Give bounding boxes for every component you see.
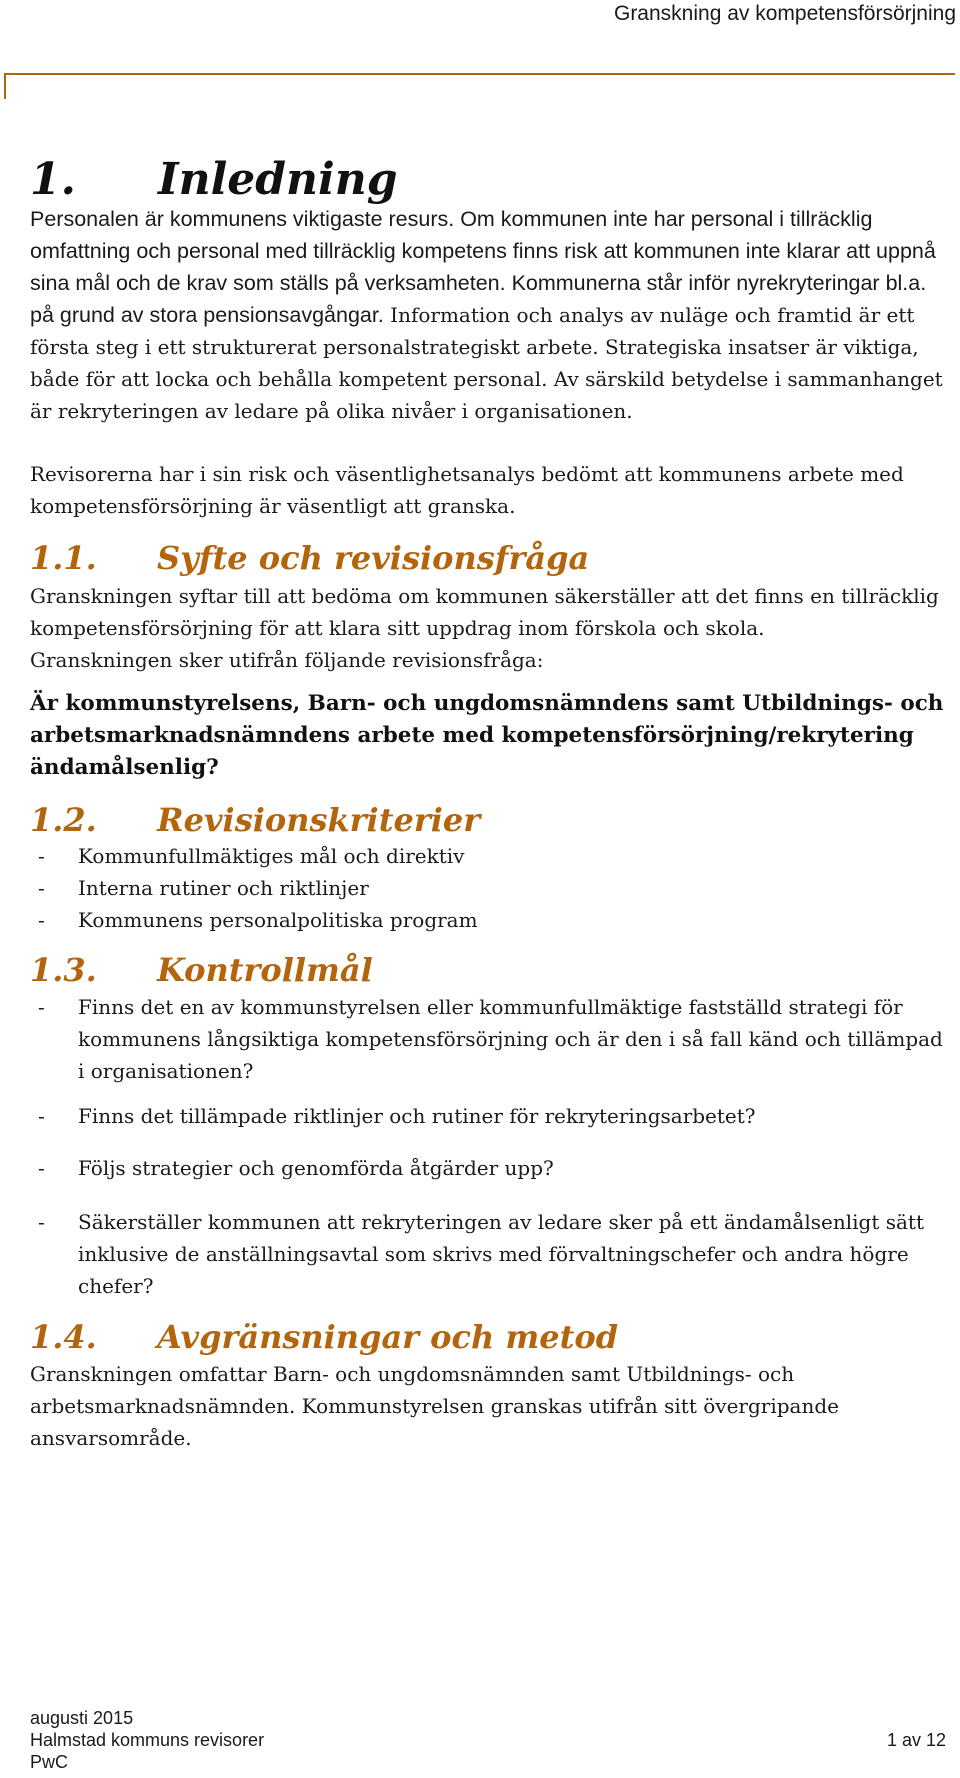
intro-paragraph-1-part-b: Information och analys av nuläge och framtid är ett första steg i ett strukturerat personalstrategiskt arbete. Strategiska insatser är viktiga, både för att locka och behålla kompetent personal. Av särskild betydelse i sammanhanget är rekryteringen av ledare på olika nivåer i organisationen. — [30, 303, 943, 423]
intro-paragraph-2: Revisorerna har i sin risk och väsentlighetsanalys bedömt att kommunens arbete med kompetensförsörjning är väsentligt att granska. — [30, 462, 904, 518]
section-title-1-2: Revisionskriterier — [157, 801, 481, 839]
revision-question: Är kommunstyrelsens, Barn- och ungdomsnämndens samt Utbildnings- och arbetsmarknadsnämndens arbete med kompetensförsörjning/rekrytering ändamålsenlig? — [30, 691, 944, 780]
list-item: - Kommunens personalpolitiska program — [38, 908, 478, 932]
header-rule-tick — [4, 73, 6, 99]
section-title-1-1: Syfte och revisionsfråga — [157, 539, 590, 577]
control-goals-list-2 — [30, 1100, 955, 1132]
section-number-1-4: 1.4. — [30, 1318, 97, 1356]
intro-paragraph-1 — [30, 203, 955, 427]
criteria-list — [30, 840, 955, 936]
control-goals-list — [30, 991, 955, 1087]
list-item: - Finns det tillämpade riktlinjer och rutiner för rekryteringsarbetet? — [38, 1104, 756, 1128]
footer-date: augusti 2015 — [30, 1708, 134, 1728]
control-goals-list-4 — [30, 1206, 955, 1302]
section-number-1-1: 1.1. — [30, 539, 97, 577]
section-number-1-3: 1.3. — [30, 951, 97, 989]
list-item: - Säkerställer kommunen att rekryteringen av ledare sker på ett ändamålsenligt sätt inklusive de anställningsavtal som skrivs med förvaltningschefer och andra högre chefer? — [38, 1210, 924, 1298]
section-1-1-paragraph-2: Granskningen sker utifrån följande revisionsfråga: — [30, 648, 544, 672]
header-rule — [4, 73, 955, 75]
section-1-4-paragraph-1: Granskningen omfattar Barn- och ungdomsnämnden samt Utbildnings- och arbetsmarknadsnämnden. Kommunstyrelsen granskas utifrån sitt övergripande ansvarsområde. — [30, 1362, 839, 1450]
chapter-title: Inledning — [158, 154, 398, 205]
control-goals-list-3 — [30, 1152, 955, 1184]
section-title-1-3: Kontrollmål — [157, 951, 373, 989]
list-item: - Interna rutiner och riktlinjer — [38, 876, 369, 900]
section-number-1-2: 1.2. — [30, 801, 97, 839]
section-heading-1-2 — [30, 799, 480, 841]
intro-paragraph-1-part-a: Personalen är kommunens viktigaste resurs. Om kommunen inte har personal i tillräcklig omfattning och personal med tillräcklig kompetens finns risk att kommunen inte klarar att uppnå sina mål och de krav som ställs på verksamheten. Kommunerna står inför nyrekryteringar bl.a. på grund av stora pensionsavgångar. — [30, 207, 936, 327]
chapter-heading — [30, 150, 398, 210]
running-header: Granskning av kompetensförsörjning — [613, 2, 956, 25]
page-number: 1 av 12 — [886, 1730, 946, 1750]
list-item: - Kommunfullmäktiges mål och direktiv — [38, 844, 465, 868]
footer-firm: PwC — [30, 1752, 69, 1772]
section-heading-1-4 — [30, 1316, 618, 1358]
section-title-1-4: Avgränsningar och metod — [157, 1318, 619, 1356]
list-item: - Finns det en av kommunstyrelsen eller kommunfullmäktige fastställd strategi för kommunens långsiktiga kompetensförsörjning och är den i så fall känd och tillämpad i organisationen? — [38, 995, 943, 1083]
section-heading-1-3 — [30, 949, 373, 991]
section-heading-1-1 — [30, 537, 589, 579]
section-1-1-paragraph-1: Granskningen syftar till att bedöma om kommunen säkerställer att det finns en tillräcklig kompetensförsörjning för att klara sitt uppdrag inom förskola och skola. — [30, 584, 939, 640]
chapter-number: 1. — [30, 154, 76, 205]
footer-org: Halmstad kommuns revisorer — [30, 1730, 265, 1750]
list-item: - Följs strategier och genomförda åtgärder upp? — [38, 1156, 554, 1180]
